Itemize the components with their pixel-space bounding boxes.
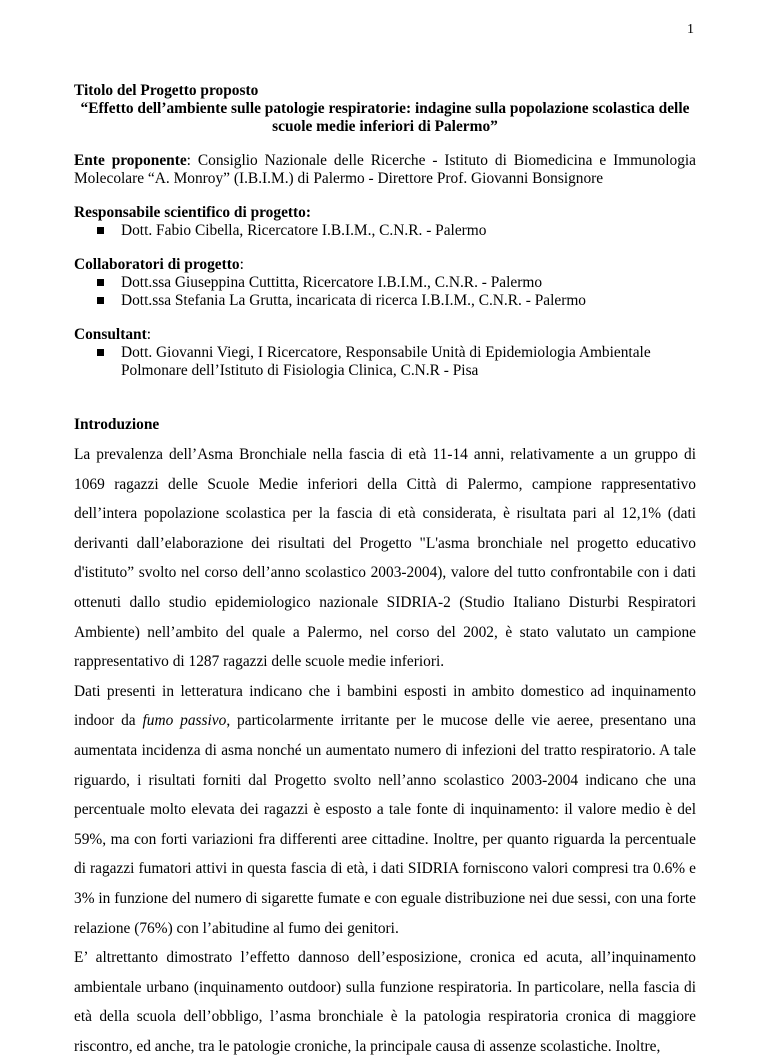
project-title: “Effetto dell’ambiente sulle patologie respiratorie: indagine sulla popolazione scolastica delle scuole medie inferiori di Palermo” bbox=[80, 100, 690, 135]
square-bullet-icon bbox=[97, 297, 104, 304]
proponent-section bbox=[74, 152, 696, 188]
page-number: 1 bbox=[687, 22, 694, 37]
list-item: Dott. Fabio Cibella, Ricercatore I.B.I.M., C.N.R. - Palermo bbox=[74, 222, 696, 240]
consultant-list bbox=[74, 344, 696, 380]
list-item: Dott.ssa Stefania La Grutta, incaricata di ricerca I.B.I.M., C.N.R. - Palermo bbox=[74, 292, 696, 310]
square-bullet-icon bbox=[97, 279, 104, 286]
square-bullet-icon bbox=[97, 227, 104, 234]
scientific-lead-section bbox=[74, 204, 696, 240]
consultant-heading: Consultant: bbox=[74, 326, 151, 343]
proponent-text: : Consiglio Nazionale delle Ricerche - Istituto di Biomedicina e Immunologia Molecolare “A. Monroy” (I.B.I.M.) di Palermo - Direttore Prof. Giovanni Bonsignore bbox=[74, 152, 696, 187]
introduction-paragraph-2: Dati presenti in letteratura indicano che i bambini esposti in ambito domestico ad inquinamento indoor da fumo passivo, particolarmente irritante per le mucose delle vie aeree, presentano una aumentata incidenza di asma nonché un aumentato numero di infezioni del tratto respiratorio. A tale riguardo, i risultati forniti dal Progetto svolto nell’anno scolastico 2003-2004 indicano che una percentuale molto elevata dei ragazzi è esposto a tale fonte di inquinamento: il valore medio è del 59%, ma con forti variazioni fra differenti aree cittadine. Inoltre, per quanto riguarda la percentuale di ragazzi fumatori attivi in questa fascia di età, i dati SIDRIA forniscono valori compresi tra 0.6% e 3% in funzione del numero di sigarette fumate e con eguale distribuzione nei due sessi, con una forte relazione (76%) con l’abitudine al fumo dei genitori. bbox=[74, 682, 696, 937]
introduction-paragraph-3: E’ altrettanto dimostrato l’effetto dannoso dell’esposizione, cronica ed acuta, all’inquinamento ambientale urbano (inquinamento outdoor) sulla funzione respiratoria. In particolare, nella fascia di età della scuola dell’obbligo, l’asma bronchiale è la patologia respiratoria cronica di maggiore riscontro, ed anche, tra le patologie croniche, la principale causa di assenze scolastiche. Inoltre, bbox=[74, 949, 696, 1055]
consultant-label: Consultant bbox=[74, 326, 147, 343]
collaborators-section bbox=[74, 256, 696, 310]
collaborators-list bbox=[74, 274, 696, 310]
introduction-title: Introduzione bbox=[74, 416, 160, 433]
introduction-paragraph-1: La prevalenza dell’Asma Bronchiale nella fascia di età 11-14 anni, relativamente a un gruppo di 1069 ragazzi delle Scuole Medie inferiori della Città di Palermo, campione rappresentativo dell’intera popolazione scolastica per la fascia di età considerata, è risultata pari al 12,1% (dati derivanti dall’elaborazione dei risultati del Progetto "L'asma bronchiale nel progetto educativo d'istituto” svolto nel corso dell’anno scolastico 2003-2004), valore del tutto confrontabile con i dati ottenuti dallo studio epidemiologico nazionale SIDRIA-2 (Studio Italiano Disturbi Respiratori Ambiente) nell’ambito del quale a Palermo, nel corso del 2002, è stato valutato un campione rappresentativo di 1287 ragazzi delle scuole medie inferiori. bbox=[74, 446, 696, 671]
proponent-label: Ente proponente bbox=[74, 152, 187, 169]
consultant-section bbox=[74, 326, 696, 380]
collaborators-label: Collaboratori di progetto bbox=[74, 256, 240, 273]
square-bullet-icon bbox=[97, 349, 104, 356]
list-item: Dott. Giovanni Viegi, I Ricercatore, Responsabile Unità di Epidemiologia Ambientale Polmonare dell’Istituto di Fisiologia Clinica, C.N.R - Pisa bbox=[74, 344, 696, 380]
list-item: Dott.ssa Giuseppina Cuttitta, Ricercatore I.B.I.M., C.N.R. - Palermo bbox=[74, 274, 696, 292]
project-title-label: Titolo del Progetto proposto bbox=[74, 82, 259, 99]
document-body bbox=[74, 82, 696, 1061]
collaborators-heading: Collaboratori di progetto: bbox=[74, 256, 244, 273]
scientific-lead-list bbox=[74, 222, 696, 240]
scientific-lead-label: Responsabile scientifico di progetto: bbox=[74, 204, 311, 221]
